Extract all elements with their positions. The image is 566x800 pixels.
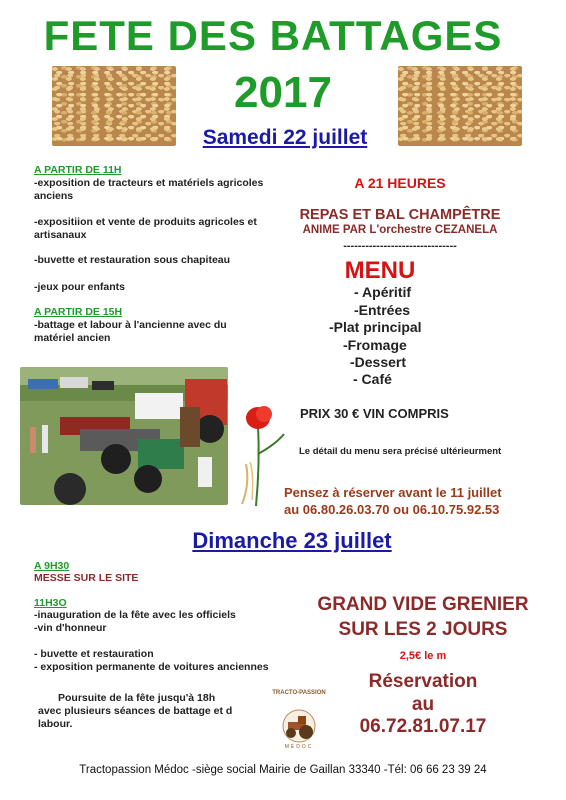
title-line1: FETE DES BATTAGES xyxy=(43,12,503,59)
closing-line3: labour. xyxy=(38,718,73,730)
footer-contact: Tractopassion Médoc -siège social Mairie de Gaillan 33340 -Tél: 06 66 23 39 24 xyxy=(79,764,487,776)
saturday-item: -expositiion et vente de produits agricoles et artisanaux xyxy=(34,216,257,241)
sunday-item: -inauguration de la fête avec les officiels xyxy=(34,609,236,621)
reservation-au: au xyxy=(411,694,435,715)
sunday-time-9h30: A 9H30 xyxy=(34,560,70,572)
saturday-item: -jeux pour enfants xyxy=(34,280,126,293)
divider-line: ------------------------------- xyxy=(343,240,457,252)
title-year: 2017 xyxy=(234,68,332,117)
reservation-label: Réservation xyxy=(368,671,478,692)
sunday-program xyxy=(34,560,294,673)
meal-and-ball: REPAS ET BAL CHAMPÊTRE xyxy=(299,207,501,223)
tractor-show-photo xyxy=(20,367,228,505)
menu-item: - Café xyxy=(353,371,392,387)
orchestra-line: ANIME PAR L'orchestre CEZANELA xyxy=(302,224,498,236)
sunday-heading: Dimanche 23 juillet xyxy=(192,528,392,553)
closing-line2: avec plusieurs séances de battage et d xyxy=(38,705,233,717)
mass-line: MESSE SUR LE SITE xyxy=(34,572,139,584)
menu-item: -Fromage xyxy=(343,337,407,353)
wheat-grain-image-right xyxy=(398,66,522,146)
menu-item: - Apéritif xyxy=(354,284,412,300)
menu-item: -Plat principal xyxy=(329,319,422,335)
vide-grenier-line2: SUR LES 2 JOURS xyxy=(338,619,508,640)
saturday-time-15h: A PARTIR DE 15H xyxy=(34,306,123,318)
closing-line1: Poursuite de la fête jusqu'à 18h xyxy=(58,692,216,704)
saturday-item: -battage et labour à l'ancienne avec du matériel ancien xyxy=(34,319,227,344)
reserve-note: Pensez à réserver avant le 11 juillet xyxy=(284,485,502,500)
sunday-item: - exposition permanente de voitures anciennes xyxy=(34,660,269,673)
logo-text-top: TRACTO-PASSION xyxy=(272,690,326,696)
sunday-item: -vin d'honneur xyxy=(34,621,107,634)
logo-text-bottom: MÉDOC xyxy=(284,744,314,750)
saturday-program xyxy=(34,164,269,344)
sunday-item: - buvette et restauration xyxy=(34,648,154,660)
reserve-phones: au 06.80.26.03.70 ou 06.10.75.92.53 xyxy=(284,502,500,517)
dinner-price: PRIX 30 € VIN COMPRIS xyxy=(300,406,449,421)
saturday-heading: Samedi 22 juillet xyxy=(202,126,368,149)
saturday-time-11h: A PARTIR DE 11H xyxy=(34,164,122,176)
saturday-item: -buvette et restauration sous chapiteau xyxy=(34,254,231,266)
vide-grenier-price: 2,5€ le m xyxy=(399,650,447,662)
saturday-item: -exposition de tracteurs et matériels agricoles anciens xyxy=(34,177,264,202)
evening-time: A 21 HEURES xyxy=(354,175,446,191)
menu-item: -Dessert xyxy=(350,354,407,370)
vide-grenier-line1: GRAND VIDE GRENIER xyxy=(317,594,529,615)
menu-detail-note: Le détail du menu sera précisé ultérieurment xyxy=(299,446,502,457)
menu-item: -Entrées xyxy=(354,302,411,318)
menu-title: MENU xyxy=(344,257,416,284)
reservation-phone: 06.72.81.07.17 xyxy=(359,716,487,737)
sunday-time-11h30: 11H3O xyxy=(34,597,67,609)
